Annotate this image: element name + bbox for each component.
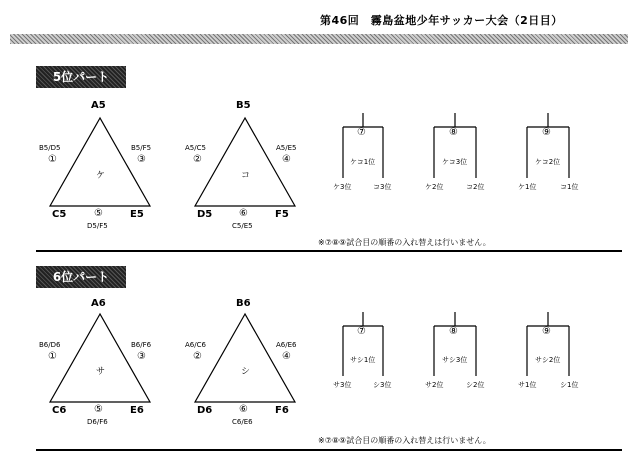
tri-bottom-num: ⑥ [239, 208, 248, 219]
tri-bottom-right: E6 [130, 405, 144, 416]
section-label-6th: 6位パート [36, 266, 126, 288]
tri-right-num: ③ [137, 154, 146, 165]
section-divider [36, 449, 622, 451]
bracket-title: ケコ2位 [535, 158, 561, 166]
tri-bottom-right: F5 [275, 209, 289, 220]
bracket-num: ⑨ [542, 127, 551, 138]
tri-top: A5 [91, 100, 106, 111]
tri-left-pair: B5/D5 [39, 144, 61, 152]
tri-left-num: ① [48, 351, 57, 362]
tri-center: サ [96, 367, 106, 377]
tri-right-pair: B6/F6 [131, 341, 152, 349]
tri-bottom-right: E5 [130, 209, 144, 220]
tri-right-pair: B5/F5 [131, 144, 152, 152]
tri-bottom-num: ⑥ [239, 404, 248, 415]
tri-bottom-pair: C5/E5 [232, 222, 253, 230]
bracket-num: ⑧ [449, 127, 458, 138]
bracket-9-lines-2 [527, 312, 569, 376]
bracket-num: ⑦ [357, 127, 366, 138]
bracket-num: ⑨ [542, 326, 551, 337]
tri-bottom-pair: C6/E6 [232, 418, 253, 426]
bracket-left: ケ2位 [425, 183, 444, 191]
bracket-left: サ3位 [333, 381, 352, 389]
tri-left-pair: A6/C6 [185, 341, 206, 349]
triangle-ko [195, 118, 295, 206]
tri-right-num: ③ [137, 351, 146, 362]
page-title: 第46回 霧島盆地少年サッカー大会（2日目） [320, 14, 563, 27]
tri-center: シ [241, 367, 251, 377]
bracket-9-lines [527, 113, 569, 178]
triangle-ke [50, 118, 150, 206]
tri-left-num: ① [48, 154, 57, 165]
bracket-left: ケ1位 [518, 183, 537, 191]
tri-left-pair: B6/D6 [39, 341, 61, 349]
tri-right-pair: A5/E5 [276, 144, 297, 152]
tri-bottom-num: ⑤ [94, 404, 103, 415]
bracket-7-lines-2 [343, 312, 383, 376]
tri-left-pair: A5/C5 [185, 144, 206, 152]
tri-left-num: ② [193, 154, 202, 165]
tri-top: A6 [91, 298, 106, 309]
bracket-8-lines [434, 113, 476, 178]
section-label-5th: 5位パート [36, 66, 126, 88]
tri-left-num: ② [193, 351, 202, 362]
tri-right-num: ④ [282, 154, 291, 165]
section-note: ※⑦⑧⑨試合目の順番の入れ替えは行いません。 [318, 238, 491, 247]
triangle-sa [50, 314, 150, 402]
tri-center: ケ [96, 171, 106, 181]
bracket-left: ケ3位 [333, 183, 352, 191]
bracket-title: ケコ3位 [442, 158, 468, 166]
tri-bottom-pair: D5/F5 [87, 222, 108, 230]
section-divider [36, 250, 622, 252]
tri-bottom-pair: D6/F6 [87, 418, 108, 426]
tri-bottom-num: ⑤ [94, 208, 103, 219]
bracket-right: シ3位 [373, 381, 392, 389]
section-note: ※⑦⑧⑨試合目の順番の入れ替えは行いません。 [318, 436, 491, 445]
tri-bottom-left: C6 [52, 405, 67, 416]
bracket-right: シ2位 [466, 381, 485, 389]
bracket-title: ケコ1位 [350, 158, 376, 166]
tri-top: B6 [236, 298, 251, 309]
tri-right-num: ④ [282, 351, 291, 362]
bracket-left: サ2位 [425, 381, 444, 389]
bracket-left: サ1位 [518, 381, 537, 389]
bracket-right: コ2位 [466, 183, 485, 191]
tri-bottom-right: F6 [275, 405, 289, 416]
bracket-num: ⑧ [449, 326, 458, 337]
tri-right-pair: A6/E6 [276, 341, 297, 349]
tri-center: コ [241, 171, 251, 181]
tri-bottom-left: D5 [197, 209, 213, 220]
bracket-right: コ1位 [560, 183, 579, 191]
tri-top: B5 [236, 100, 251, 111]
bracket-right: シ1位 [560, 381, 579, 389]
bracket-title: サシ1位 [350, 356, 376, 364]
bracket-title: サシ2位 [535, 356, 561, 364]
tri-bottom-left: D6 [197, 405, 213, 416]
bracket-title: サシ3位 [442, 356, 468, 364]
bracket-right: コ3位 [373, 183, 392, 191]
bracket-7-lines [343, 113, 383, 178]
tri-bottom-left: C5 [52, 209, 67, 220]
triangle-shi [195, 314, 295, 402]
bracket-num: ⑦ [357, 326, 366, 337]
bracket-8-lines-2 [434, 312, 476, 376]
